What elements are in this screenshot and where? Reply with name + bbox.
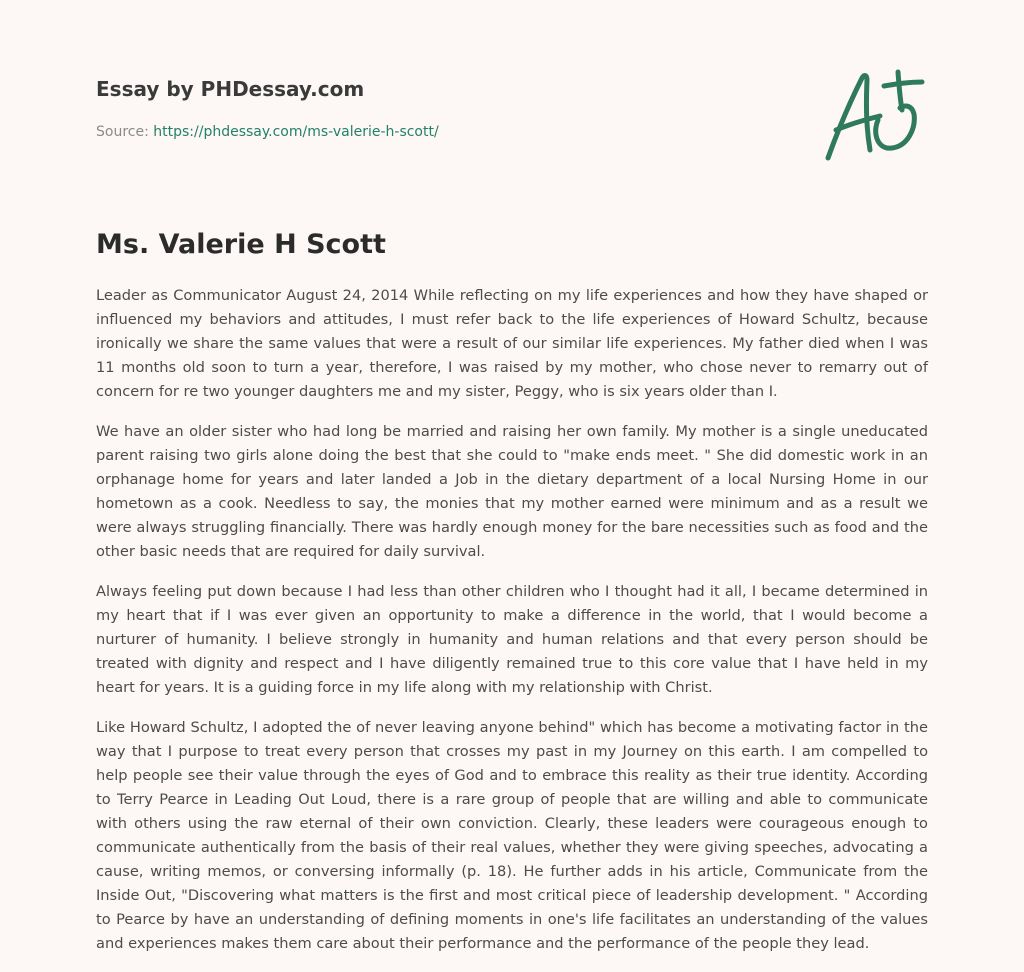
document-title: Ms. Valerie H Scott: [96, 229, 386, 260]
paragraph-3: Always feeling put down because I had less than other children who I thought had it all, I became determined in my heart that if I was ever given an opportunity to make a difference in the world, that I would become a nurturer of humanity. I believe strongly in humanity and human relations and that every person should be treated with dignity and respect and I have diligently remained true to this core value that I have held in my heart for years. It is a guiding force in my life along with my relationship with Christ.: [96, 583, 928, 696]
page-header: [96, 74, 736, 142]
site-title: Essay by PHDessay.com: [96, 77, 365, 101]
paragraph-4: Like Howard Schultz, I adopted the of never leaving anyone behind" which has become a motivating factor in the way that I purpose to treat every person that crosses my past in my Journey on this earth. I am compelled to help people see their value through the eyes of God and to embrace this reality as their true identity. According to Terry Pearce in Leading Out Loud, there is a rare group of people that are willing and able to communicate with others using the raw eternal of their own conviction. Clearly, these leaders were courageous enough to communicate authentically from the basis of their real values, whether they were giving speeches, advocating a cause, writing memos, or conversing informally (p. 18). He further adds in his article, Communicate from the Inside Out, "Discovering what matters is the first and most critical piece of leadership development. " According to Pearce by have an understanding of defining moments in one's life facilitates an understanding of the values and experiences makes them care about their performance and the performance of the people they lead.: [96, 719, 928, 952]
source-link[interactable]: https://phdessay.com/ms-valerie-h-scott/: [153, 124, 439, 140]
source-line: [96, 122, 736, 142]
essay-body: [96, 284, 928, 972]
a-plus-grade-icon: [820, 64, 930, 164]
paragraph-2: We have an older sister who had long be married and raising her own family. My mother is a single uneducated parent raising two girls alone doing the best that she could to "make ends meet. " She did domestic work in an orphanage home for years and later landed a Job in the dietary department of a local Nursing Home in our hometown as a cook. Needless to say, the monies that my mother earned were minimum and as a result we were always struggling financially. There was hardly enough money for the bare necessities such as food and the other basic needs that are required for daily survival.: [96, 423, 928, 560]
source-label: Source:: [96, 124, 149, 140]
paragraph-1: Leader as Communicator August 24, 2014 While reflecting on my life experiences and how they have shaped or influenced my behaviors and attitudes, I must refer back to the life experiences of Howard Schultz, because ironically we share the same values that were a result of our similar life experiences. My father died when I was 11 months old soon to turn a year, therefore, I was raised by my mother, who chose never to remarry out of concern for re two younger daughters me and my sister, Peggy, who is six years older than I.: [96, 287, 928, 400]
